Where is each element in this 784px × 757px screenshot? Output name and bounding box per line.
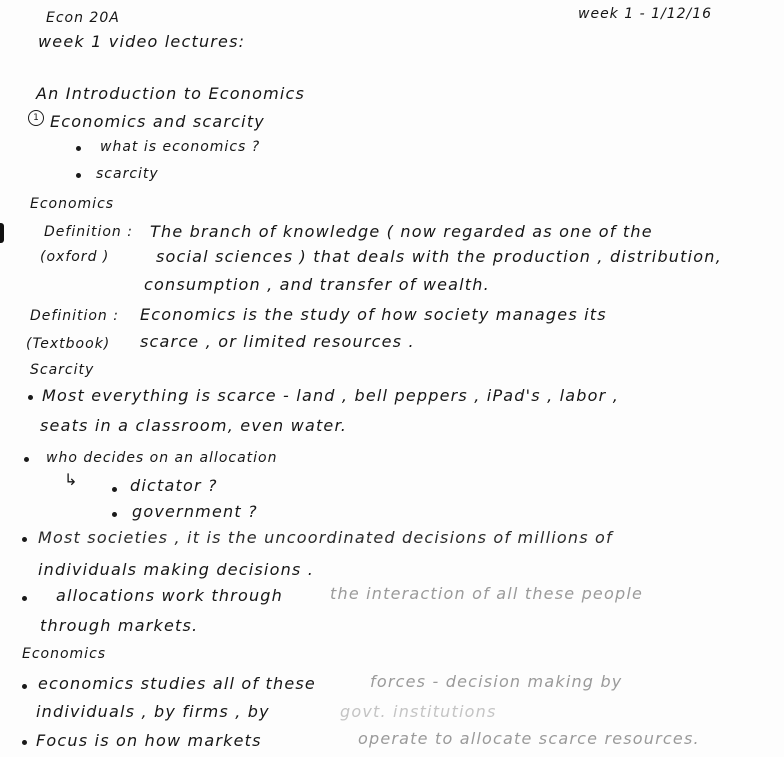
- arrow-icon: ↳: [64, 470, 79, 489]
- scarcity-bullet-4-line-2: through markets.: [40, 616, 199, 635]
- economics-heading: Economics: [30, 196, 115, 212]
- definition-source-2: (Textbook): [26, 336, 111, 352]
- definition-1-line-2: social sciences ) that deals with the production , distribution,: [156, 247, 722, 266]
- definition-label-2: Definition :: [30, 308, 119, 324]
- economics2-bullet-1-line-1a: economics studies all of these: [38, 674, 316, 693]
- intro-bullet-1: what is economics ?: [100, 139, 261, 155]
- economics2-bullet-2b: operate to allocate scarce resources.: [358, 729, 700, 748]
- intro-title: An Introduction to Economics: [36, 84, 306, 103]
- bullet-dot: [22, 537, 27, 542]
- definition-1-line-3: consumption , and transfer of wealth.: [144, 275, 490, 294]
- bullet-dot: [24, 457, 29, 462]
- scarcity-sub-2: government ?: [132, 502, 258, 521]
- bullet-dot: [22, 740, 27, 745]
- economics2-bullet-2a: Focus is on how markets: [36, 731, 262, 750]
- economics2-bullet-1-line-2a: individuals , by firms , by: [36, 702, 270, 721]
- scarcity-bullet-1-line-2: seats in a classroom, even water.: [40, 416, 348, 435]
- item-number-circle: 1: [28, 110, 44, 126]
- scarcity-bullet-3-line-2: individuals making decisions .: [38, 560, 315, 579]
- scarcity-sub-1: dictator ?: [130, 476, 218, 495]
- scarcity-bullet-2: who decides on an allocation: [46, 450, 278, 466]
- definition-source-1: (oxford ): [40, 249, 110, 265]
- scarcity-bullet-4-line-1b: the interaction of all these people: [330, 584, 644, 603]
- course-label: Econ 20A: [46, 10, 120, 26]
- intro-item-title: Economics and scarcity: [50, 112, 265, 131]
- bullet-dot: [112, 512, 117, 517]
- economics2-bullet-1-line-1b: forces - decision making by: [370, 672, 623, 691]
- scarcity-bullet-3-line-1: Most societies , it is the uncoordinated decisions of millions of: [38, 528, 613, 547]
- scarcity-bullet-1-line-1: Most everything is scarce - land , bell peppers , iPad's , labor ,: [42, 386, 620, 405]
- page-subtitle: week 1 video lectures:: [38, 32, 246, 51]
- intro-bullet-2: scarcity: [96, 166, 159, 182]
- definition-label-1: Definition :: [44, 224, 133, 240]
- page-edge-mark: [0, 223, 4, 243]
- definition-2-line-2: scarce , or limited resources .: [140, 332, 415, 351]
- bullet-dot: [28, 395, 33, 400]
- definition-2-line-1: Economics is the study of how society manages its: [140, 305, 607, 324]
- bullet-dot: [22, 596, 27, 601]
- bullet-dot: [76, 146, 81, 151]
- economics-heading-2: Economics: [22, 646, 107, 662]
- bullet-dot: [112, 487, 117, 492]
- date-label: week 1 - 1/12/16: [578, 6, 713, 22]
- definition-1-line-1: The branch of knowledge ( now regarded as one of the: [150, 222, 653, 241]
- scarcity-heading: Scarcity: [30, 362, 95, 378]
- economics2-bullet-1-line-2b: govt. institutions: [340, 702, 497, 721]
- scarcity-bullet-4-line-1a: allocations work through: [56, 586, 283, 605]
- bullet-dot: [22, 684, 27, 689]
- bullet-dot: [76, 173, 81, 178]
